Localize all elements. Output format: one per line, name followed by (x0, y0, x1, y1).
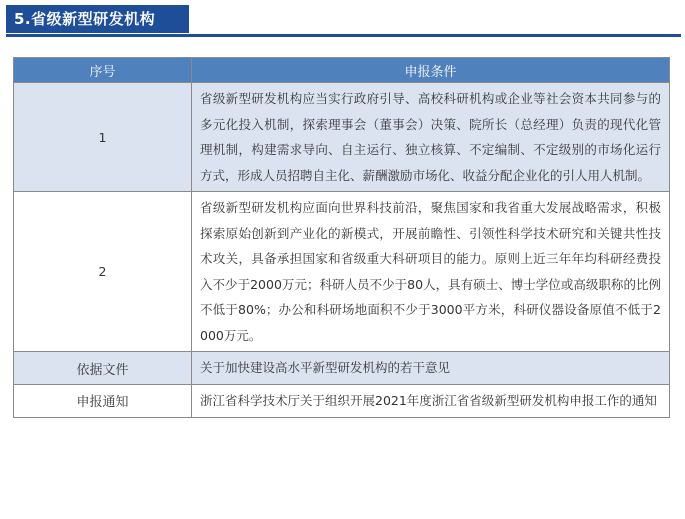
row-number: 1 (14, 83, 192, 192)
title-underline (6, 34, 681, 37)
basis-value: 关于加快建设高水平新型研发机构的若干意见 (192, 352, 670, 385)
table-row (14, 83, 670, 192)
row-number: 2 (14, 192, 192, 352)
requirements-table (13, 57, 670, 418)
row-condition: 省级新型研发机构应面向世界科技前沿，聚焦国家和我省重大发展战略需求，积极探索原始创新到产业化的新模式，开展前瞻性、引领性科学技术研究和关键共性技术攻关，具备承担国家和省级重大科研项目的能力。原则上近三年年均科研经费投入不少于2000万元；科研人员不少于80人，具有硕士、博士学位或高级职称的比例不低于80%；办公和科研场地面积不少于3000平方米，科研仪器设备原值不低于2000万元。 (192, 192, 670, 352)
notice-row (14, 385, 670, 418)
row-condition: 省级新型研发机构应当实行政府引导、高校科研机构或企业等社会资本共同参与的多元化投入机制，探索理事会（董事会）决策、院所长（总经理）负责的现代化管理机制，构建需求导向、自主运行、独立核算、不定编制、不定级别的市场化运行方式，形成人员招聘自主化、薪酬激励市场化、收益分配企业化的引人用人机制。 (192, 83, 670, 192)
header-number: 序号 (14, 58, 192, 83)
section-title: 5.省级新型研发机构 (6, 5, 189, 33)
basis-label: 依据文件 (14, 352, 192, 385)
table-header-row (14, 58, 670, 83)
table-row (14, 192, 670, 352)
notice-label: 申报通知 (14, 385, 192, 418)
header-conditions: 申报条件 (192, 58, 670, 83)
notice-value: 浙江省科学技术厅关于组织开展2021年度浙江省省级新型研发机构申报工作的通知 (192, 385, 670, 418)
basis-row (14, 352, 670, 385)
